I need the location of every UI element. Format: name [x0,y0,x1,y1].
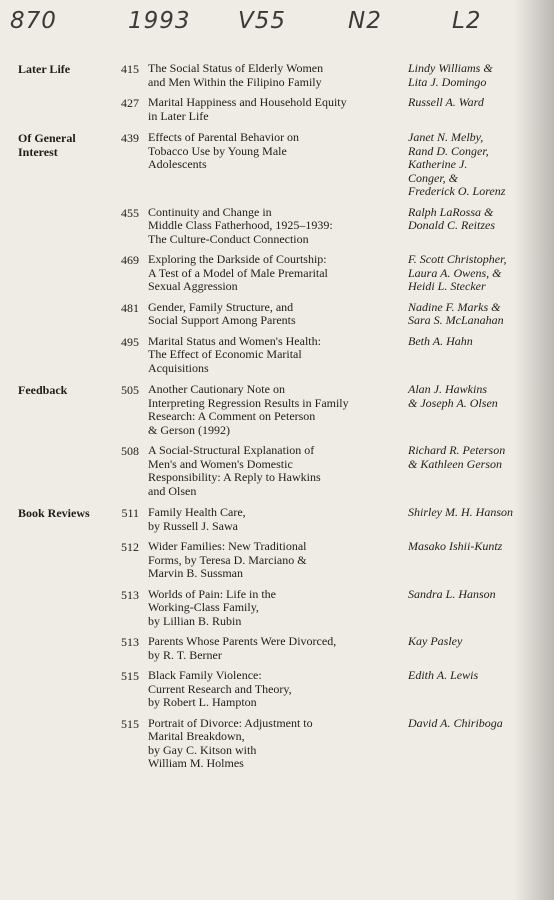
article-title [148,206,398,247]
title-line: Men's and Women's Domestic [148,456,293,471]
toc-entry [0,206,554,247]
page-number: 513 [121,635,139,649]
article-title [148,383,398,437]
author-line: & Joseph A. Olsen [408,395,498,410]
handwriting-mark: 870 [10,8,57,34]
title-line: by Gay C. Kitson with [148,742,257,757]
toc-entry [0,96,554,123]
article-title [148,301,398,328]
title-line: The Effect of Economic Marital [148,347,302,361]
author-line: Kay Pasley [408,634,463,648]
title-line: and Olsen [148,483,197,498]
page-number: 511 [121,506,139,520]
title-line: Responsibility: A Reply to Hawkins [148,470,321,484]
toc-section [0,383,554,498]
author-line: Frederick O. Lorenz [408,184,506,198]
author-line: Alan J. Hawkins [408,382,487,396]
toc-entry [0,540,554,581]
article-title [148,444,398,498]
article-authors [408,253,554,294]
title-line: Marital Happiness and Household Equity [148,95,347,109]
article-authors [408,335,554,349]
title-line: A Social-Structural Explanation of [148,443,315,457]
article-authors [408,444,554,471]
title-line: Acquisitions [148,360,209,375]
title-line: by R. T. Berner [148,647,222,662]
title-line: by Robert L. Hampton [148,695,257,709]
article-title [148,635,398,662]
article-title [148,62,398,89]
author-line: Sandra L. Hanson [408,586,496,601]
author-line: Conger, & [408,170,459,185]
page-number: 427 [121,96,139,110]
page-number: 512 [121,540,139,554]
title-line: William M. Holmes [148,756,244,770]
table-of-contents [0,62,554,778]
author-line: Katherine J. [408,157,468,171]
toc-entry [0,669,554,710]
title-line: The Culture-Conduct Connection [148,231,309,246]
title-line: Another Cautionary Note on [148,382,285,396]
author-line: Heidi L. Stecker [408,279,486,293]
article-authors [408,62,554,89]
title-line: Adolescents [148,157,207,171]
page-number: 505 [121,383,139,397]
section-label: Book Reviews [18,506,90,520]
title-line: Portrait of Divorce: Adjustment to [148,715,313,730]
title-line: Effects of Parental Behavior on [148,130,300,144]
toc-entry [0,588,554,629]
title-line: A Test of a Model of Male Premarital [148,265,328,280]
handwritten-call-number [10,4,540,40]
page-number: 513 [121,587,139,602]
section-label: Feedback [18,383,68,397]
page-number: 439 [121,131,139,145]
article-authors [408,635,554,649]
article-title [148,717,398,771]
toc-entry [0,717,554,771]
title-line: and Men Within the Filipino Family [148,74,322,89]
article-authors [408,301,554,328]
toc-entry [0,131,554,199]
title-line: Interpreting Regression Results in Family [148,395,349,410]
author-line: & Kathleen Gerson [408,456,502,471]
title-line: & Gerson (1992) [148,422,230,437]
article-authors [408,588,554,602]
title-line: Continuity and Change in [148,204,272,219]
title-line: Middle Class Fatherhood, 1925–1939: [148,218,333,232]
author-line: Donald C. Reitzes [408,218,495,232]
author-line: Russell A. Ward [408,95,484,109]
article-title [148,588,398,629]
author-line: Rand D. Conger, [408,143,489,158]
article-authors [408,206,554,233]
handwriting-mark: V55 [238,8,287,34]
title-line: Working-Class Family, [148,600,259,614]
title-line: Exploring the Darkside of Courtship: [148,252,327,266]
toc-entry [0,444,554,498]
article-authors [408,506,554,520]
article-title [148,253,398,294]
toc-entry [0,506,554,533]
title-line: Gender, Family Structure, and [148,299,294,314]
handwriting-mark: 1993 [128,8,191,34]
author-line: David A. Chiriboga [408,715,503,730]
author-line: Edith A. Lewis [408,668,479,682]
author-line: Janet N. Melby, [408,130,484,144]
handwriting-mark: L2 [452,8,482,34]
article-authors [408,96,554,110]
article-title [148,669,398,710]
title-line: Marital Status and Women's Health: [148,333,321,348]
article-authors [408,669,554,683]
title-line: Forms, by Teresa D. Marciano & [148,552,307,567]
article-authors [408,383,554,410]
author-line: Sara S. McLanahan [408,313,504,327]
toc-section [0,62,554,123]
toc-entry [0,62,554,89]
toc-section [0,131,554,375]
title-line: by Lillian B. Rubin [148,613,242,628]
handwriting-mark: N2 [348,8,382,34]
author-line: Richard R. Peterson [408,443,506,457]
article-title [148,506,398,533]
page-number: 469 [121,253,139,267]
article-authors [408,717,554,731]
toc-section [0,506,554,771]
toc-entry [0,383,554,437]
author-line: Ralph LaRossa & [408,204,494,219]
section-label: Of General Interest [18,131,76,159]
title-line: Worlds of Pain: Life in the [148,586,277,601]
page-number: 515 [121,716,139,731]
title-line: Tobacco Use by Young Male [148,143,287,158]
article-title [148,335,398,376]
author-line: Beth A. Hahn [408,333,473,348]
title-line: Wider Families: New Traditional [148,539,307,553]
article-authors [408,131,554,199]
page-number: 508 [121,444,139,458]
page-number: 515 [121,669,139,683]
toc-entry [0,335,554,376]
title-line: Marvin B. Sussman [148,566,244,580]
title-line: by Russell J. Sawa [148,518,238,533]
toc-entry [0,635,554,662]
author-line: Masako Ishii-Kuntz [408,539,503,553]
article-title [148,540,398,581]
author-line: F. Scott Christopher, [408,252,507,266]
page-number: 481 [121,300,139,315]
article-authors [408,540,554,554]
page-number: 415 [121,62,139,76]
author-line: Lita J. Domingo [408,74,487,89]
toc-entry [0,253,554,294]
author-line: Lindy Williams & [408,61,493,75]
title-line: Parents Whose Parents Were Divorced, [148,634,337,648]
title-line: Sexual Aggression [148,279,238,293]
author-line: Nadine F. Marks & [408,299,501,314]
title-line: in Later Life [148,108,209,123]
title-line: Family Health Care, [148,505,246,519]
article-title [148,131,398,172]
title-line: Current Research and Theory, [148,681,292,696]
toc-entry [0,301,554,328]
page-number: 495 [121,334,139,349]
article-title [148,96,398,123]
title-line: The Social Status of Elderly Women [148,61,324,75]
page-number: 455 [121,205,139,220]
title-line: Black Family Violence: [148,668,262,682]
title-line: Social Support Among Parents [148,313,296,327]
author-line: Laura A. Owens, & [408,265,502,280]
title-line: Marital Breakdown, [148,729,245,743]
author-line: Shirley M. H. Hanson [408,505,513,519]
title-line: Research: A Comment on Peterson [148,409,316,423]
section-label: Later Life [18,62,71,76]
